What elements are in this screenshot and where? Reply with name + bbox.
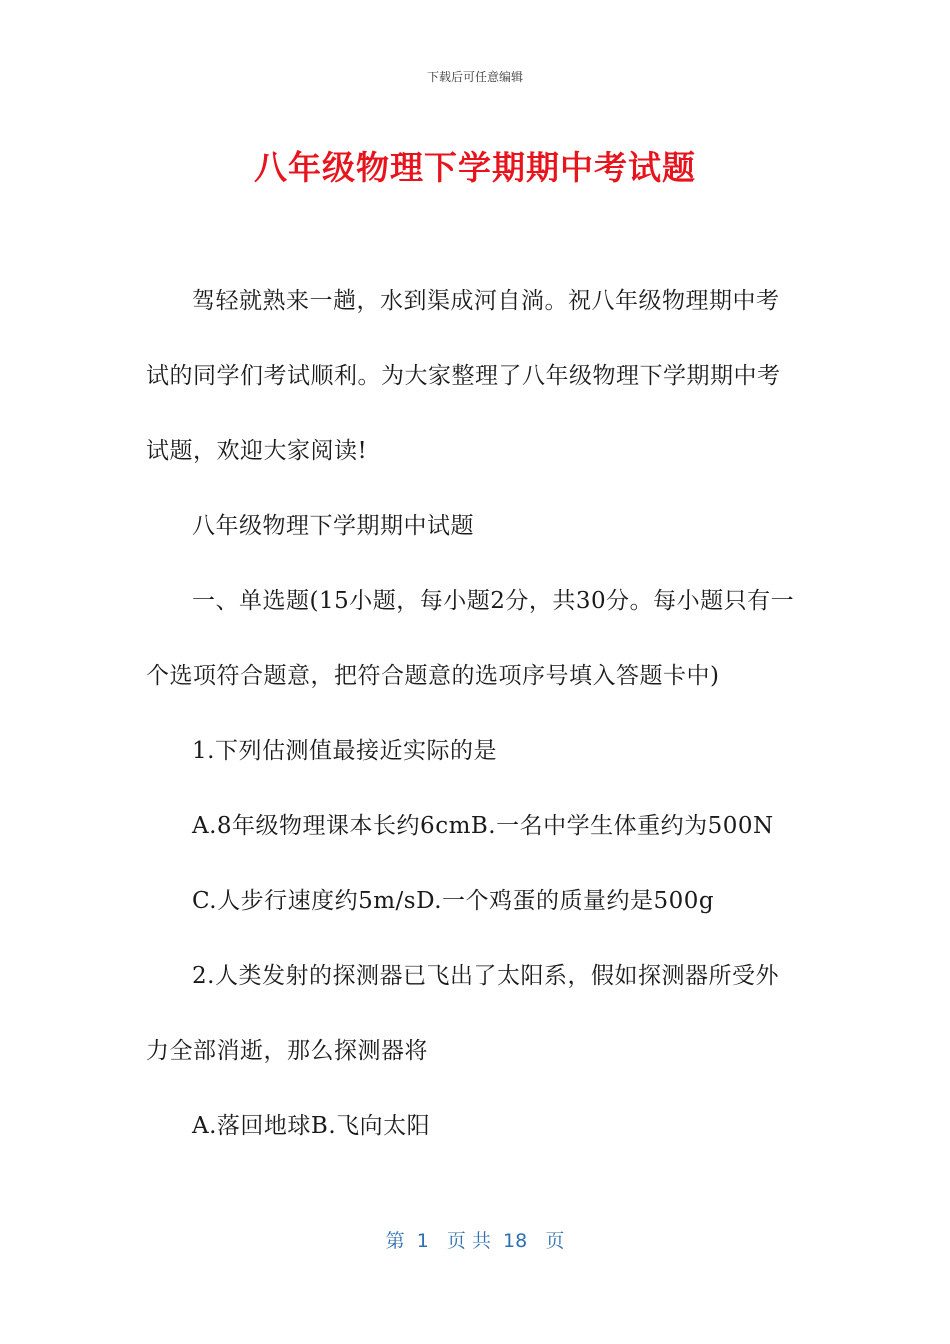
intro-paragraph: 驾轻就熟来一趟，水到渠成河自淌。祝八年级物理期中考试的同学们考试顺利。为大家整理了八年级物理下学期期中考试题，欢迎大家阅读! [146,288,781,464]
question-2: 2.人类发射的探测器已飞出了太阳系，假如探测器所受外力全部消逝，那么探测器将 [146,963,779,1064]
header-note: 下载后可任意编辑 [426,70,523,84]
question-1-options-cd: C.人步行速度约5m/sD.一个鸡蛋的质量约是500g [192,888,715,914]
section-heading: 八年级物理下学期期中试题 [192,513,474,539]
document-body [146,264,801,1164]
page-number-footer: 第 1 页 共 18 页 [385,1230,565,1252]
question-1: 1.下列估测值最接近实际的是 [192,738,497,764]
document-title: 八年级物理下学期期中考试题 [254,148,696,187]
question-1-options-ab: A.8年级物理课本长约6cmB.一名中学生体重约为500N [192,813,774,839]
question-2-options-ab: A.落回地球B.飞向太阳 [192,1113,431,1139]
question-section-instructions: 一、单选题(15小题，每小题2分，共30分。每小题只有一个选项符合题意，把符合题意的选项序号填入答题卡中) [146,588,795,689]
